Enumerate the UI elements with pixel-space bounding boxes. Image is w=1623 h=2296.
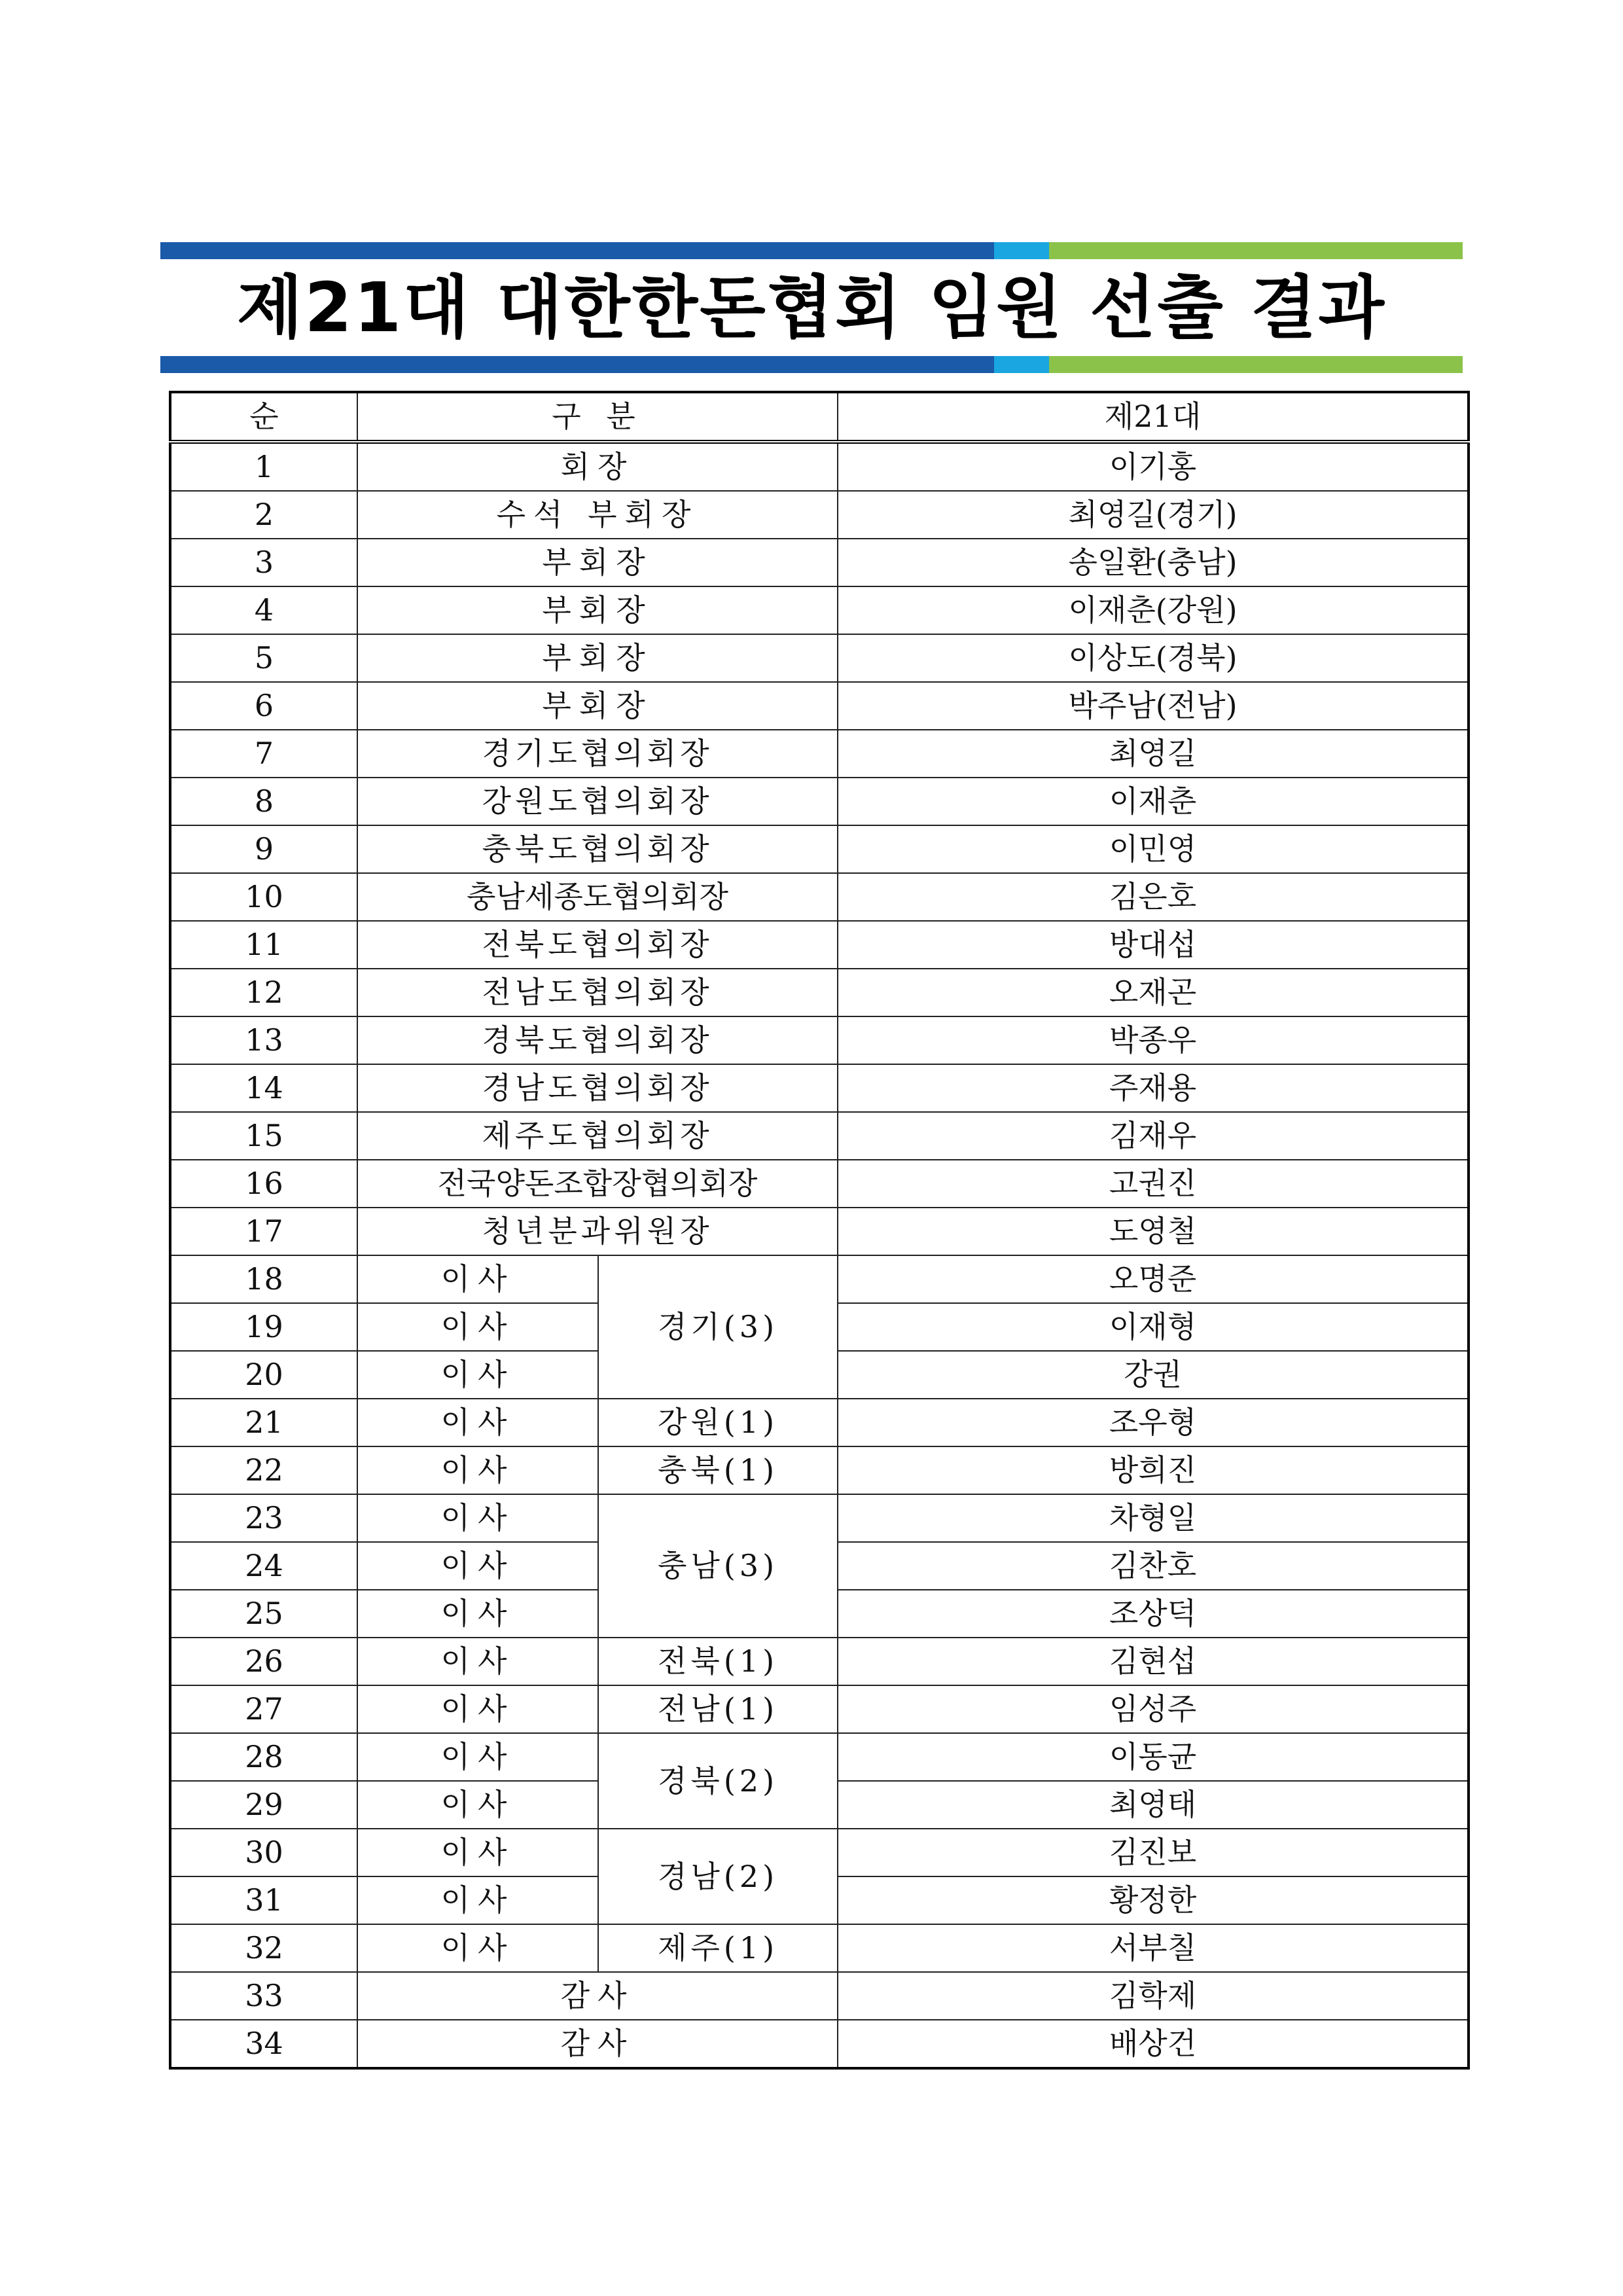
header-no: 순 — [170, 392, 357, 442]
row-no: 17 — [170, 1208, 357, 1255]
row-category: 부회장 — [357, 539, 838, 586]
row-name: 주재용 — [838, 1064, 1469, 1112]
row-role: 이사 — [357, 1303, 598, 1351]
row-no: 33 — [170, 1972, 357, 2020]
row-no: 23 — [170, 1494, 357, 1542]
row-name: 김현섭 — [838, 1638, 1469, 1685]
row-category: 부회장 — [357, 682, 838, 730]
page-title: 제21대 대한한돈협회 임원 선출 결과 — [236, 268, 1387, 348]
row-category: 회장 — [357, 442, 838, 491]
row-name: 이동균 — [838, 1733, 1469, 1781]
row-role: 이사 — [357, 1446, 598, 1494]
row-name: 도영철 — [838, 1208, 1469, 1255]
row-category: 강원도협의회장 — [357, 778, 838, 825]
table-row — [170, 969, 1469, 1016]
row-name: 오명준 — [838, 1255, 1469, 1303]
row-region: 충북(1) — [598, 1446, 838, 1494]
row-role: 이사 — [357, 1494, 598, 1542]
row-name: 김학제 — [838, 1972, 1469, 2020]
row-no: 11 — [170, 921, 357, 969]
row-name: 이상도(경북) — [838, 634, 1469, 682]
table-row — [170, 2020, 1469, 2068]
row-role: 이사 — [357, 1255, 598, 1303]
row-region: 충남(3) — [598, 1494, 838, 1638]
table-row — [170, 1685, 1469, 1733]
row-category: 제주도협의회장 — [357, 1112, 838, 1160]
row-no: 12 — [170, 969, 357, 1016]
row-name: 박주남(전남) — [838, 682, 1469, 730]
table-row — [170, 586, 1469, 634]
table-row — [170, 825, 1469, 873]
row-name: 서부칠 — [838, 1924, 1469, 1972]
row-role: 이사 — [357, 1351, 598, 1399]
row-name: 조상덕 — [838, 1590, 1469, 1638]
header-stripe-bottom — [160, 356, 1463, 373]
table-row — [170, 1016, 1469, 1064]
row-name: 최영길 — [838, 730, 1469, 778]
row-name: 차형일 — [838, 1494, 1469, 1542]
table-row — [170, 921, 1469, 969]
table-row — [170, 873, 1469, 921]
row-name: 이재형 — [838, 1303, 1469, 1351]
row-role: 이사 — [357, 1924, 598, 1972]
row-category: 충북도협의회장 — [357, 825, 838, 873]
row-region: 전북(1) — [598, 1638, 838, 1685]
row-no: 14 — [170, 1064, 357, 1112]
row-role: 이사 — [357, 1685, 598, 1733]
row-region: 경기(3) — [598, 1255, 838, 1399]
table-row — [170, 1255, 1469, 1303]
table-row — [170, 1399, 1469, 1446]
row-name: 방희진 — [838, 1446, 1469, 1494]
table-header-row — [170, 392, 1469, 442]
row-no: 24 — [170, 1542, 357, 1590]
row-region: 제주(1) — [598, 1924, 838, 1972]
header-stripe-top — [160, 242, 1463, 259]
row-name: 이기홍 — [838, 442, 1469, 491]
table-row — [170, 1829, 1469, 1876]
row-role: 이사 — [357, 1542, 598, 1590]
table-row — [170, 1638, 1469, 1685]
row-no: 21 — [170, 1399, 357, 1446]
row-category: 충남세종도협의회장 — [357, 873, 838, 921]
row-name: 강권 — [838, 1351, 1469, 1399]
table-row — [170, 682, 1469, 730]
row-name: 방대섭 — [838, 921, 1469, 969]
row-no: 1 — [170, 442, 357, 491]
row-category: 전북도협의회장 — [357, 921, 838, 969]
row-role: 이사 — [357, 1781, 598, 1829]
row-no: 6 — [170, 682, 357, 730]
row-category: 전남도협의회장 — [357, 969, 838, 1016]
row-name: 김진보 — [838, 1829, 1469, 1876]
row-region: 전남(1) — [598, 1685, 838, 1733]
row-category: 감사 — [357, 1972, 838, 2020]
row-no: 3 — [170, 539, 357, 586]
row-no: 13 — [170, 1016, 357, 1064]
row-no: 9 — [170, 825, 357, 873]
row-no: 16 — [170, 1160, 357, 1208]
row-category: 감사 — [357, 2020, 838, 2068]
row-no: 18 — [170, 1255, 357, 1303]
table-row — [170, 1924, 1469, 1972]
row-no: 31 — [170, 1876, 357, 1924]
row-name: 박종우 — [838, 1016, 1469, 1064]
table-row — [170, 1446, 1469, 1494]
header-category: 구 분 — [357, 392, 838, 442]
row-name: 황정한 — [838, 1876, 1469, 1924]
row-category: 전국양돈조합장협의회장 — [357, 1160, 838, 1208]
row-no: 15 — [170, 1112, 357, 1160]
row-no: 34 — [170, 2020, 357, 2068]
row-region: 경남(2) — [598, 1829, 838, 1924]
row-no: 27 — [170, 1685, 357, 1733]
table-row — [170, 1208, 1469, 1255]
row-no: 22 — [170, 1446, 357, 1494]
row-no: 29 — [170, 1781, 357, 1829]
row-category: 경기도협의회장 — [357, 730, 838, 778]
row-category: 부회장 — [357, 586, 838, 634]
row-no: 32 — [170, 1924, 357, 1972]
row-name: 이재춘(강원) — [838, 586, 1469, 634]
row-role: 이사 — [357, 1876, 598, 1924]
row-name: 오재곤 — [838, 969, 1469, 1016]
officer-election-table — [169, 391, 1470, 2070]
row-no: 19 — [170, 1303, 357, 1351]
row-no: 20 — [170, 1351, 357, 1399]
table-row — [170, 1733, 1469, 1781]
row-no: 25 — [170, 1590, 357, 1638]
row-category: 부회장 — [357, 634, 838, 682]
row-no: 8 — [170, 778, 357, 825]
row-name: 고권진 — [838, 1160, 1469, 1208]
row-role: 이사 — [357, 1590, 598, 1638]
row-name: 이민영 — [838, 825, 1469, 873]
table-row — [170, 539, 1469, 586]
row-name: 배상건 — [838, 2020, 1469, 2068]
row-name: 최영길(경기) — [838, 491, 1469, 539]
row-name: 송일환(충남) — [838, 539, 1469, 586]
table-row — [170, 491, 1469, 539]
header-result: 제21대 — [838, 392, 1469, 442]
row-region: 강원(1) — [598, 1399, 838, 1446]
row-category: 수석 부회장 — [357, 491, 838, 539]
table-row — [170, 634, 1469, 682]
table-row — [170, 778, 1469, 825]
table-row — [170, 442, 1469, 491]
table-row — [170, 730, 1469, 778]
row-category: 경북도협의회장 — [357, 1016, 838, 1064]
table-row — [170, 1112, 1469, 1160]
row-no: 26 — [170, 1638, 357, 1685]
row-no: 7 — [170, 730, 357, 778]
row-name: 김은호 — [838, 873, 1469, 921]
table-row — [170, 1972, 1469, 2020]
row-no: 10 — [170, 873, 357, 921]
row-name: 이재춘 — [838, 778, 1469, 825]
row-no: 5 — [170, 634, 357, 682]
row-name: 김찬호 — [838, 1542, 1469, 1590]
row-no: 30 — [170, 1829, 357, 1876]
row-no: 28 — [170, 1733, 357, 1781]
row-name: 김재우 — [838, 1112, 1469, 1160]
row-name: 최영태 — [838, 1781, 1469, 1829]
row-role: 이사 — [357, 1829, 598, 1876]
row-role: 이사 — [357, 1638, 598, 1685]
table-row — [170, 1494, 1469, 1542]
row-name: 임성주 — [838, 1685, 1469, 1733]
row-role: 이사 — [357, 1399, 598, 1446]
row-category: 경남도협의회장 — [357, 1064, 838, 1112]
table-row — [170, 1064, 1469, 1112]
row-region: 경북(2) — [598, 1733, 838, 1829]
row-role: 이사 — [357, 1733, 598, 1781]
row-category: 청년분과위원장 — [357, 1208, 838, 1255]
row-name: 조우형 — [838, 1399, 1469, 1446]
row-no: 2 — [170, 491, 357, 539]
row-no: 4 — [170, 586, 357, 634]
table-row — [170, 1160, 1469, 1208]
